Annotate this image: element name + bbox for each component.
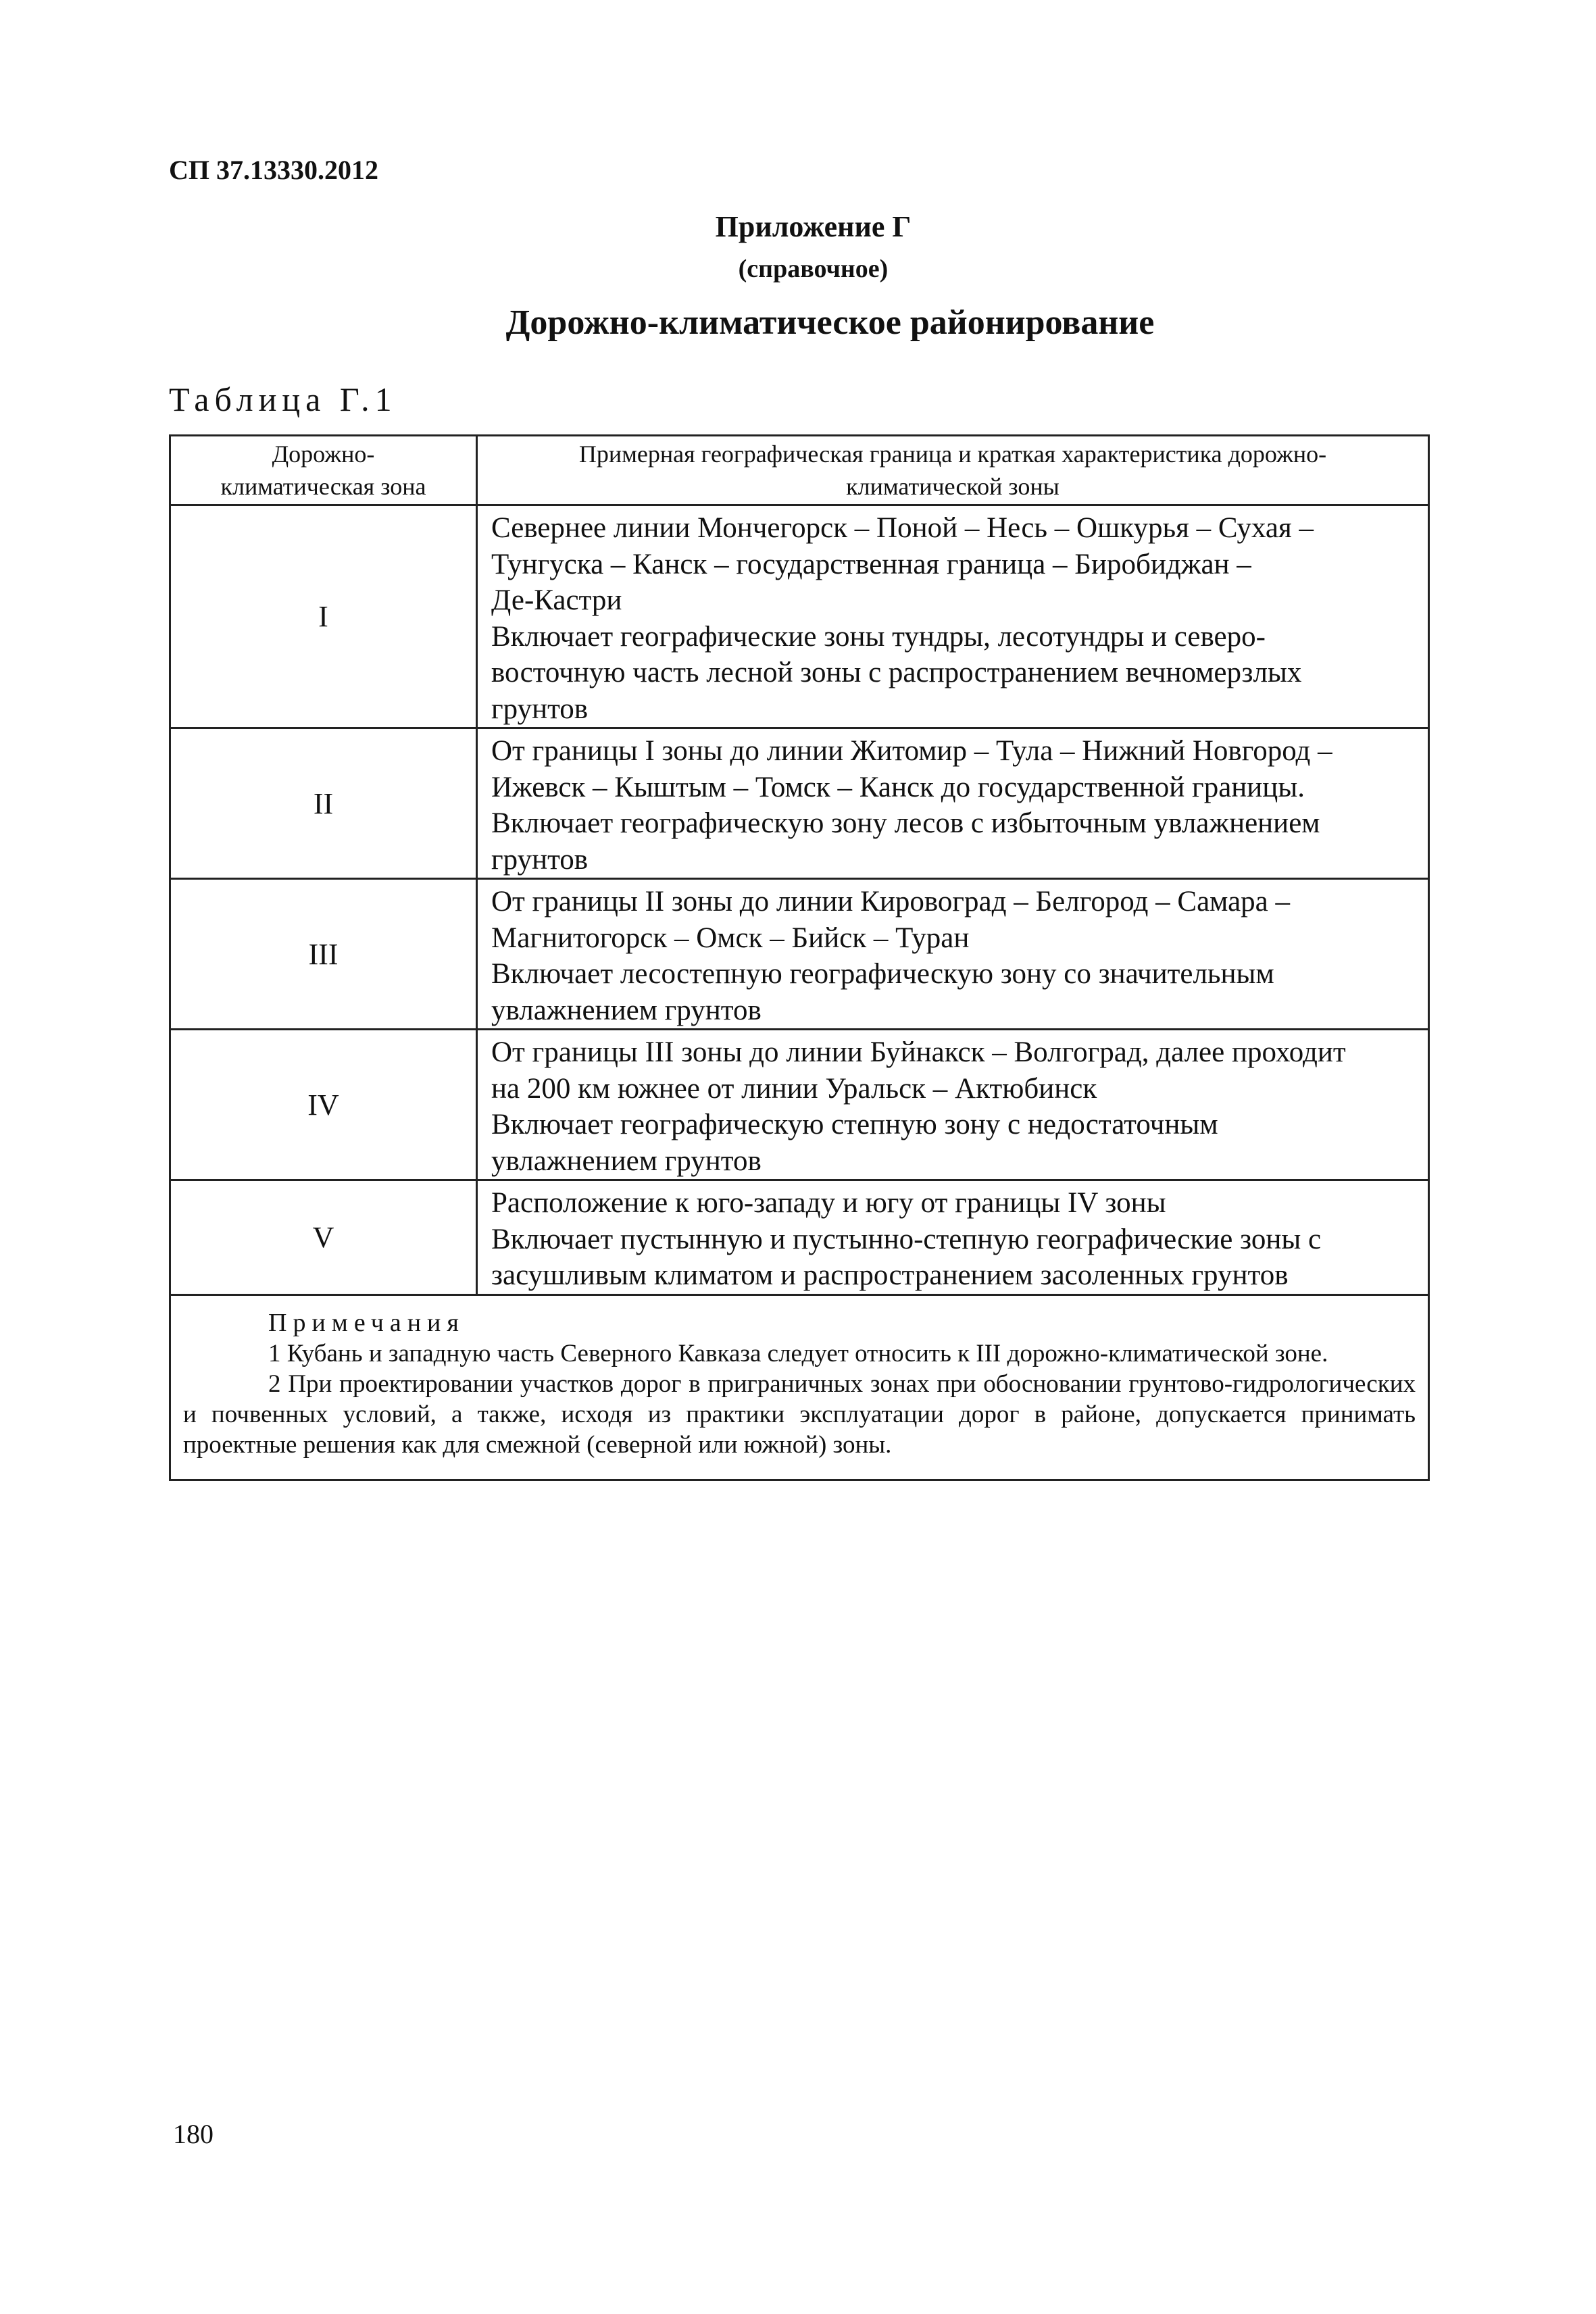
description-line: грунтов <box>491 843 589 876</box>
zone-cell: II <box>170 728 477 879</box>
description-cell <box>477 1180 1429 1295</box>
description-line: восточную часть лесной зоны с распространением вечномерзлых <box>491 657 1302 688</box>
header-zone-line: климатическая зона <box>220 473 426 500</box>
description-cell <box>477 505 1429 728</box>
table-row <box>170 728 1429 879</box>
appendix-title: Приложение Г <box>715 210 912 243</box>
header-zone-line: Дорожно- <box>272 441 375 468</box>
table-label: Таблица Г.1 <box>169 380 397 418</box>
description-cell <box>477 728 1429 879</box>
document-code: СП 37.13330.2012 <box>169 155 378 185</box>
note-item: 1 Кубань и западную часть Северного Кавказа следует относить к III дорожно-климатической зоне. <box>268 1339 1328 1367</box>
zoning-table <box>169 434 1430 1481</box>
notes-row <box>170 1294 1429 1480</box>
zone-cell: IV <box>170 1030 477 1180</box>
description-line: засушливым климатом и распространением засоленных грунтов <box>491 1259 1289 1291</box>
description-line: Севернее линии Мончегорск – Поной – Несь – Ошкурья – Сухая – <box>491 512 1314 544</box>
header-description <box>477 436 1429 505</box>
page-title: Дорожно-климатическое районирование <box>505 303 1155 342</box>
table-row <box>170 505 1429 728</box>
header-zone <box>170 436 477 505</box>
description-cell <box>477 1030 1429 1180</box>
appendix-type: (справочное) <box>738 255 889 283</box>
description-line: увлажнением грунтов <box>491 994 762 1026</box>
description-line: Включает лесостепную географическую зону со значительным <box>491 958 1274 990</box>
description-line: Де-Кастри <box>491 584 622 616</box>
zone-cell: I <box>170 505 477 728</box>
notes-heading: Примечания <box>268 1308 465 1337</box>
table-row <box>170 1030 1429 1180</box>
notes-cell <box>170 1294 1429 1480</box>
description-line: на 200 км южнее от линии Уральск – Актюбинск <box>491 1072 1097 1105</box>
description-line: От границы I зоны до линии Житомир – Тула – Нижний Новгород – <box>491 735 1332 767</box>
description-line: Включает пустынную и пустынно-степную географические зоны с <box>491 1223 1322 1255</box>
note-item: 2 При проектировании участков дорог в приграничных зонах при обосновании грунтово-гидрологических и почвенных условий, а также, исходя из практики эксплуатации дорог в районе, допускается принимать проектные решения как для смежной (северной или южной) зоны. <box>183 1369 1416 1459</box>
description-line: От границы III зоны до линии Буйнакск – Волгоград, далее проходит <box>491 1036 1346 1068</box>
header-description-line: Примерная географическая граница и краткая характеристика дорожно- <box>578 441 1327 468</box>
description-line: Магнитогорск – Омск – Бийск – Туран <box>491 922 970 954</box>
zone-cell: V <box>170 1180 477 1295</box>
description-line: грунтов <box>491 693 589 725</box>
description-line: увлажнением грунтов <box>491 1145 762 1177</box>
description-line: От границы II зоны до линии Кировоград – Белгород – Самара – <box>491 886 1290 917</box>
description-line: Включает географическую степную зону с недостаточным <box>491 1109 1218 1140</box>
zone-cell: III <box>170 879 477 1030</box>
description-line: Включает географическую зону лесов с избыточным увлажнением <box>491 807 1320 839</box>
description-cell <box>477 879 1429 1030</box>
description-line: Включает географические зоны тундры, лесотундры и северо- <box>491 620 1266 653</box>
description-line: Ижевск – Кыштым – Томск – Канск до государственной границы. <box>491 771 1305 803</box>
table-row <box>170 1180 1429 1295</box>
table-header-row <box>170 436 1429 505</box>
table-row <box>170 879 1429 1030</box>
page-number: 180 <box>173 2119 214 2149</box>
description-line: Тунгуска – Канск – государственная граница – Биробиджан – <box>491 548 1251 580</box>
description-line: Расположение к юго-западу и югу от границы IV зоны <box>491 1187 1166 1219</box>
header-description-line: климатической зоны <box>846 473 1059 500</box>
